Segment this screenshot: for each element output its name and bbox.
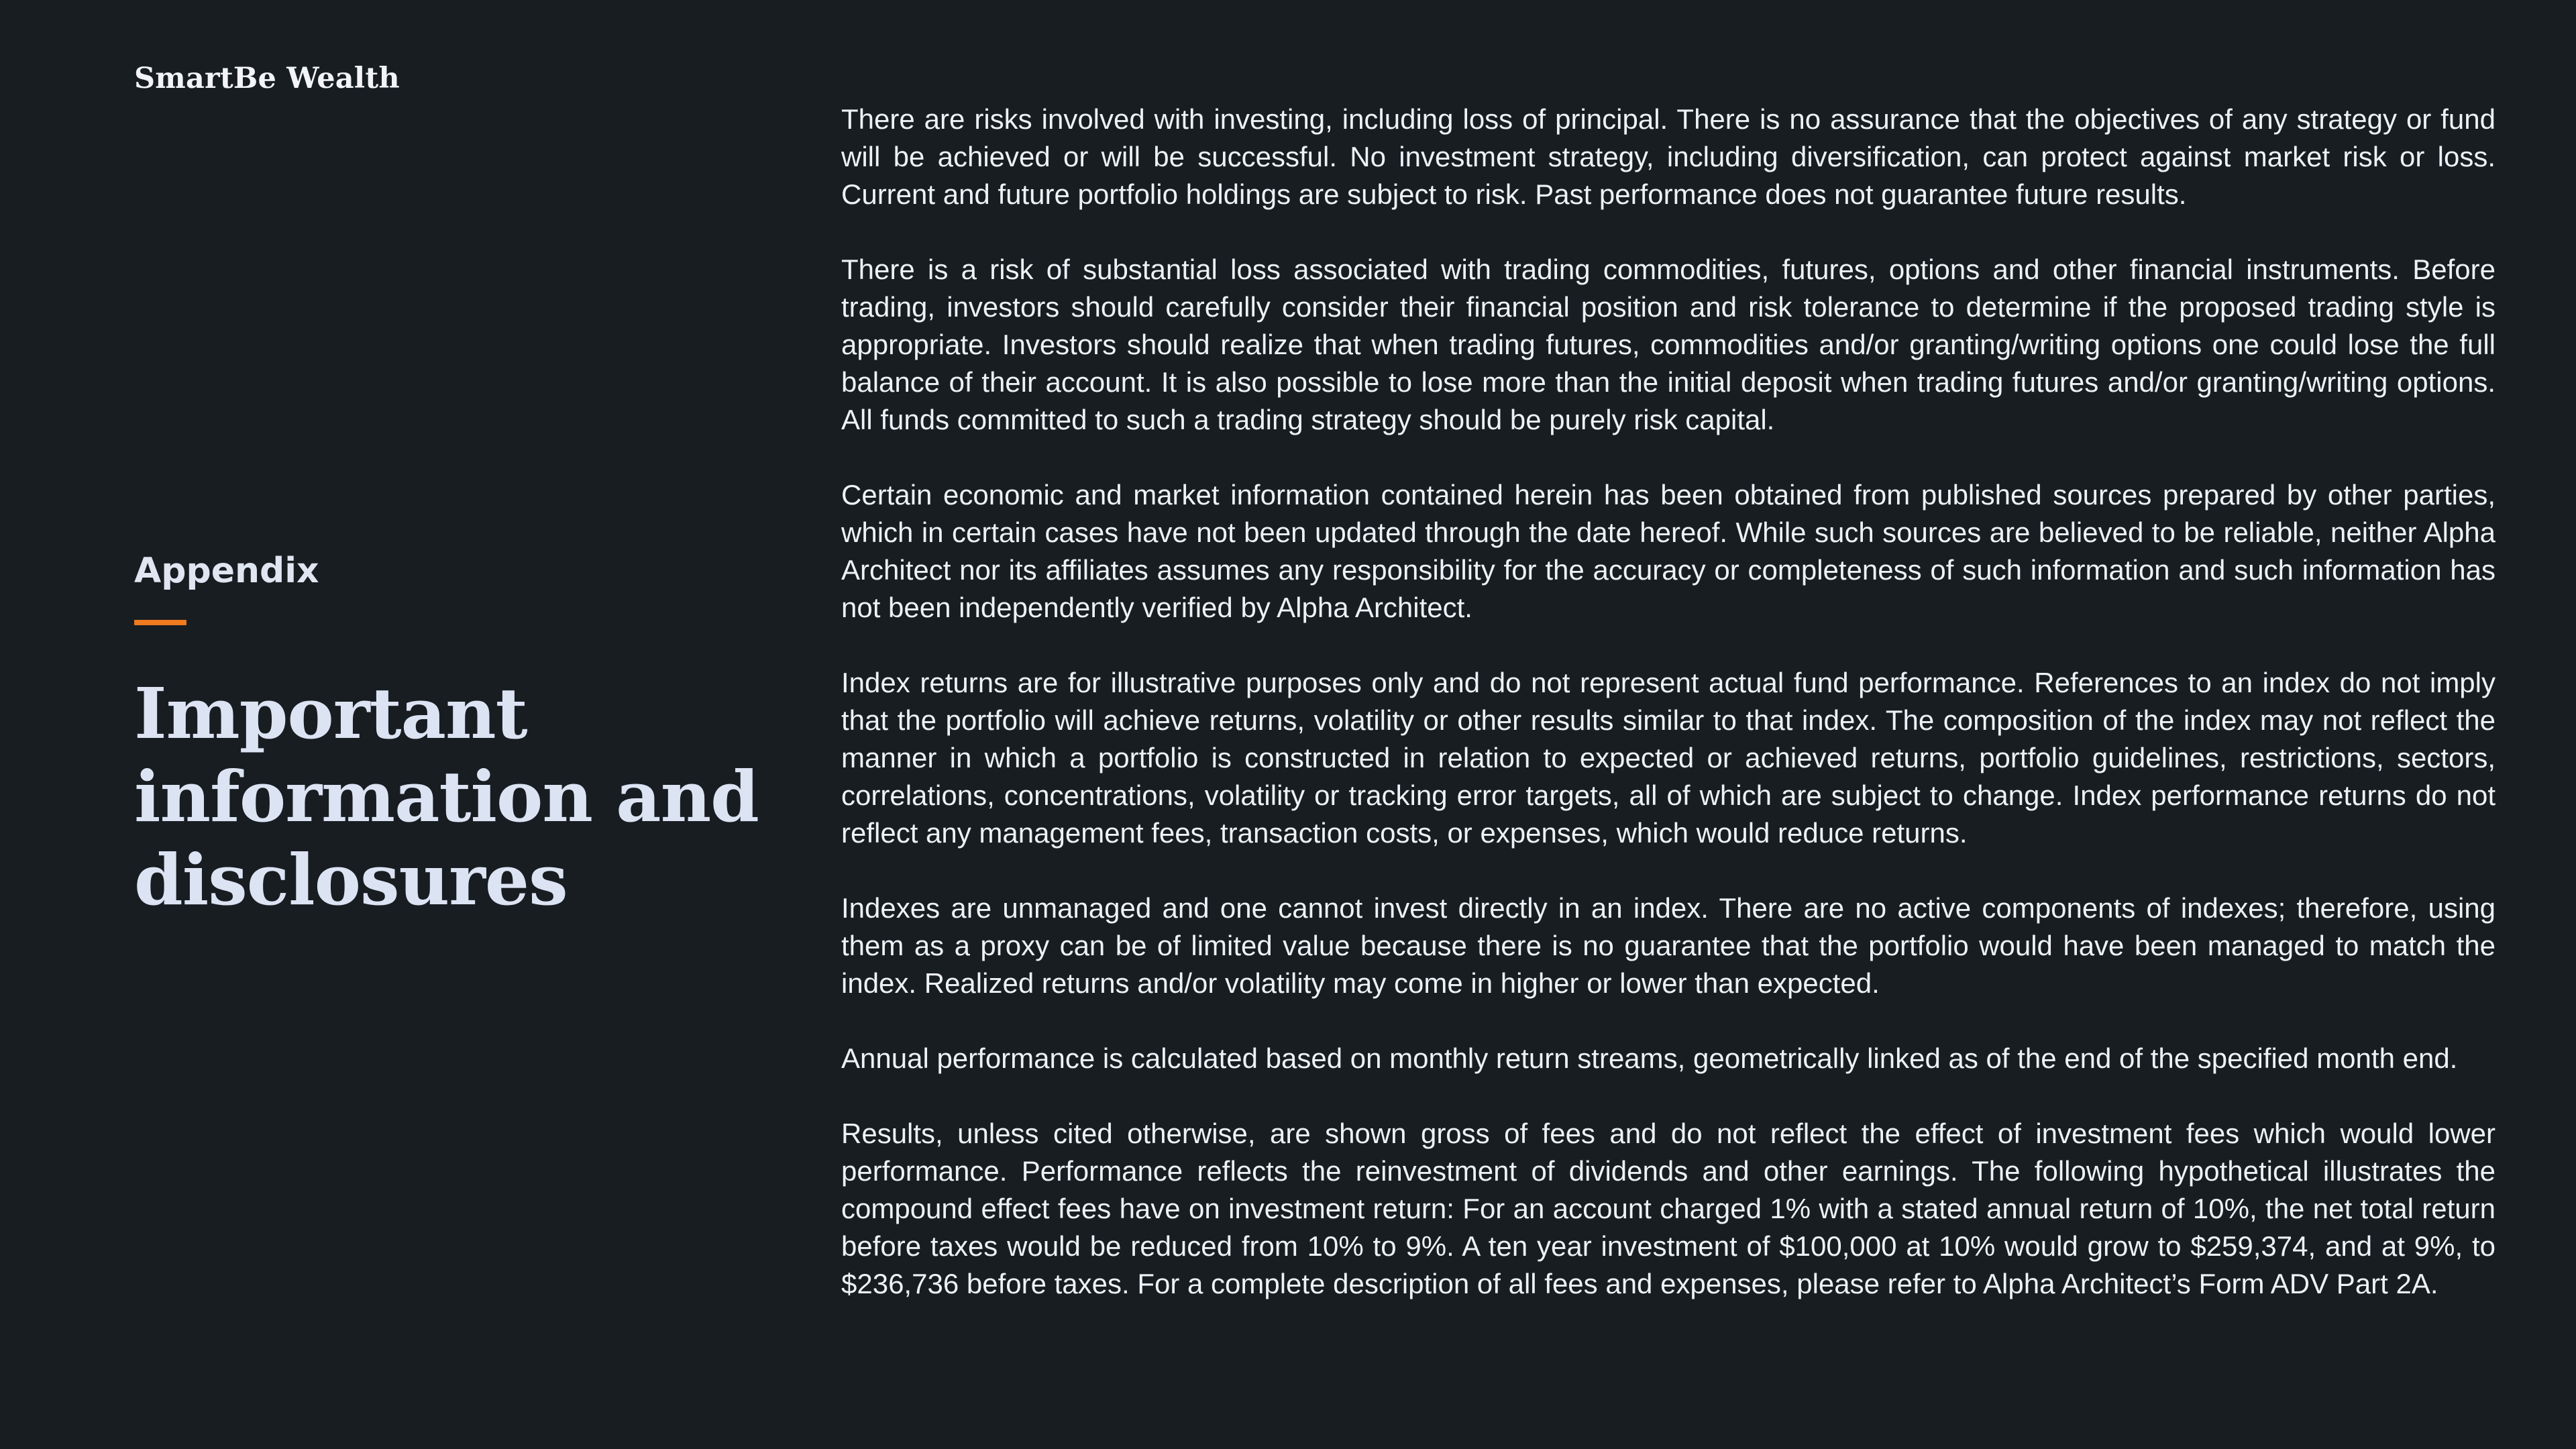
- disclosure-paragraph: There is a risk of substantial loss associated with trading commodities, futures, options and other financial instruments. Before trading, investors should carefully consider their financial position and risk tolerance to determine if the proposed trading style is appropriate. Investors should realize that when trading futures, commodities and/or granting/writing options one could lose the full balance of their account. It is also possible to lose more than the initial deposit when trading futures and/or granting/writing options. All funds committed to such a trading strategy should be purely risk capital.: [841, 254, 2496, 435]
- section-header: [134, 550, 805, 922]
- disclosure-paragraph: Results, unless cited otherwise, are shown gross of fees and do not reflect the effect of investment fees which would lower performance. Performance reflects the reinvestment of dividends and other earnings. The following hypothetical illustrates the compound effect fees have on investment return: For an account charged 1% with a stated annual return of 10%, the net total return before taxes would be reduced from 10% to 9%. A ten year investment of $100,000 at 10% would grow to $259,374, and at 9%, to $236,736 before taxes. For a complete description of all fees and expenses, please refer to Alpha Architect’s Form ADV Part 2A.: [841, 1118, 2496, 1299]
- disclosure-paragraph: There are risks involved with investing, including loss of principal. There is no assurance that the objectives of any strategy or fund will be achieved or will be successful. No investment strategy, including diversification, can protect against market risk or loss. Current and future portfolio holdings are subject to risk. Past performance does not guarantee future results.: [841, 103, 2496, 210]
- accent-divider: [134, 620, 186, 625]
- disclosure-paragraph: Annual performance is calculated based on monthly return streams, geometrically linked as of the end of the specified month end.: [841, 1042, 2458, 1074]
- disclosure-paragraph: Index returns are for illustrative purposes only and do not represent actual fund performance. References to an index do not imply that the portfolio will achieve returns, volatility or other results similar to that index. The composition of the index may not reflect the manner in which a portfolio is constructed in relation to expected or achieved returns, portfolio guidelines, restrictions, sectors, correlations, concentrations, volatility or tracking error targets, all of which are subject to change. Index performance returns do not reflect any management fees, transaction costs, or expenses, which would reduce returns.: [841, 667, 2496, 849]
- brand-name: SmartBe Wealth: [134, 62, 400, 95]
- disclosure-paragraph: Indexes are unmanaged and one cannot invest directly in an index. There are no active components of indexes; therefore, using them as a proxy can be of limited value because there is no guarantee that the portfolio would have been managed to match the index. Realized returns and/or volatility may come in higher or lower than expected.: [841, 892, 2496, 999]
- section-label: Appendix: [134, 551, 319, 591]
- page-title: Important information and disclosures: [134, 672, 759, 922]
- disclosures-body: [841, 101, 2496, 1340]
- disclosure-paragraph: Certain economic and market information contained herein has been obtained from published sources prepared by other parties, which in certain cases have not been updated through the date hereof. While such sources are believed to be reliable, neither Alpha Architect nor its affiliates assumes any responsibility for the accuracy or completeness of such information and such information has not been independently verified by Alpha Architect.: [841, 479, 2496, 623]
